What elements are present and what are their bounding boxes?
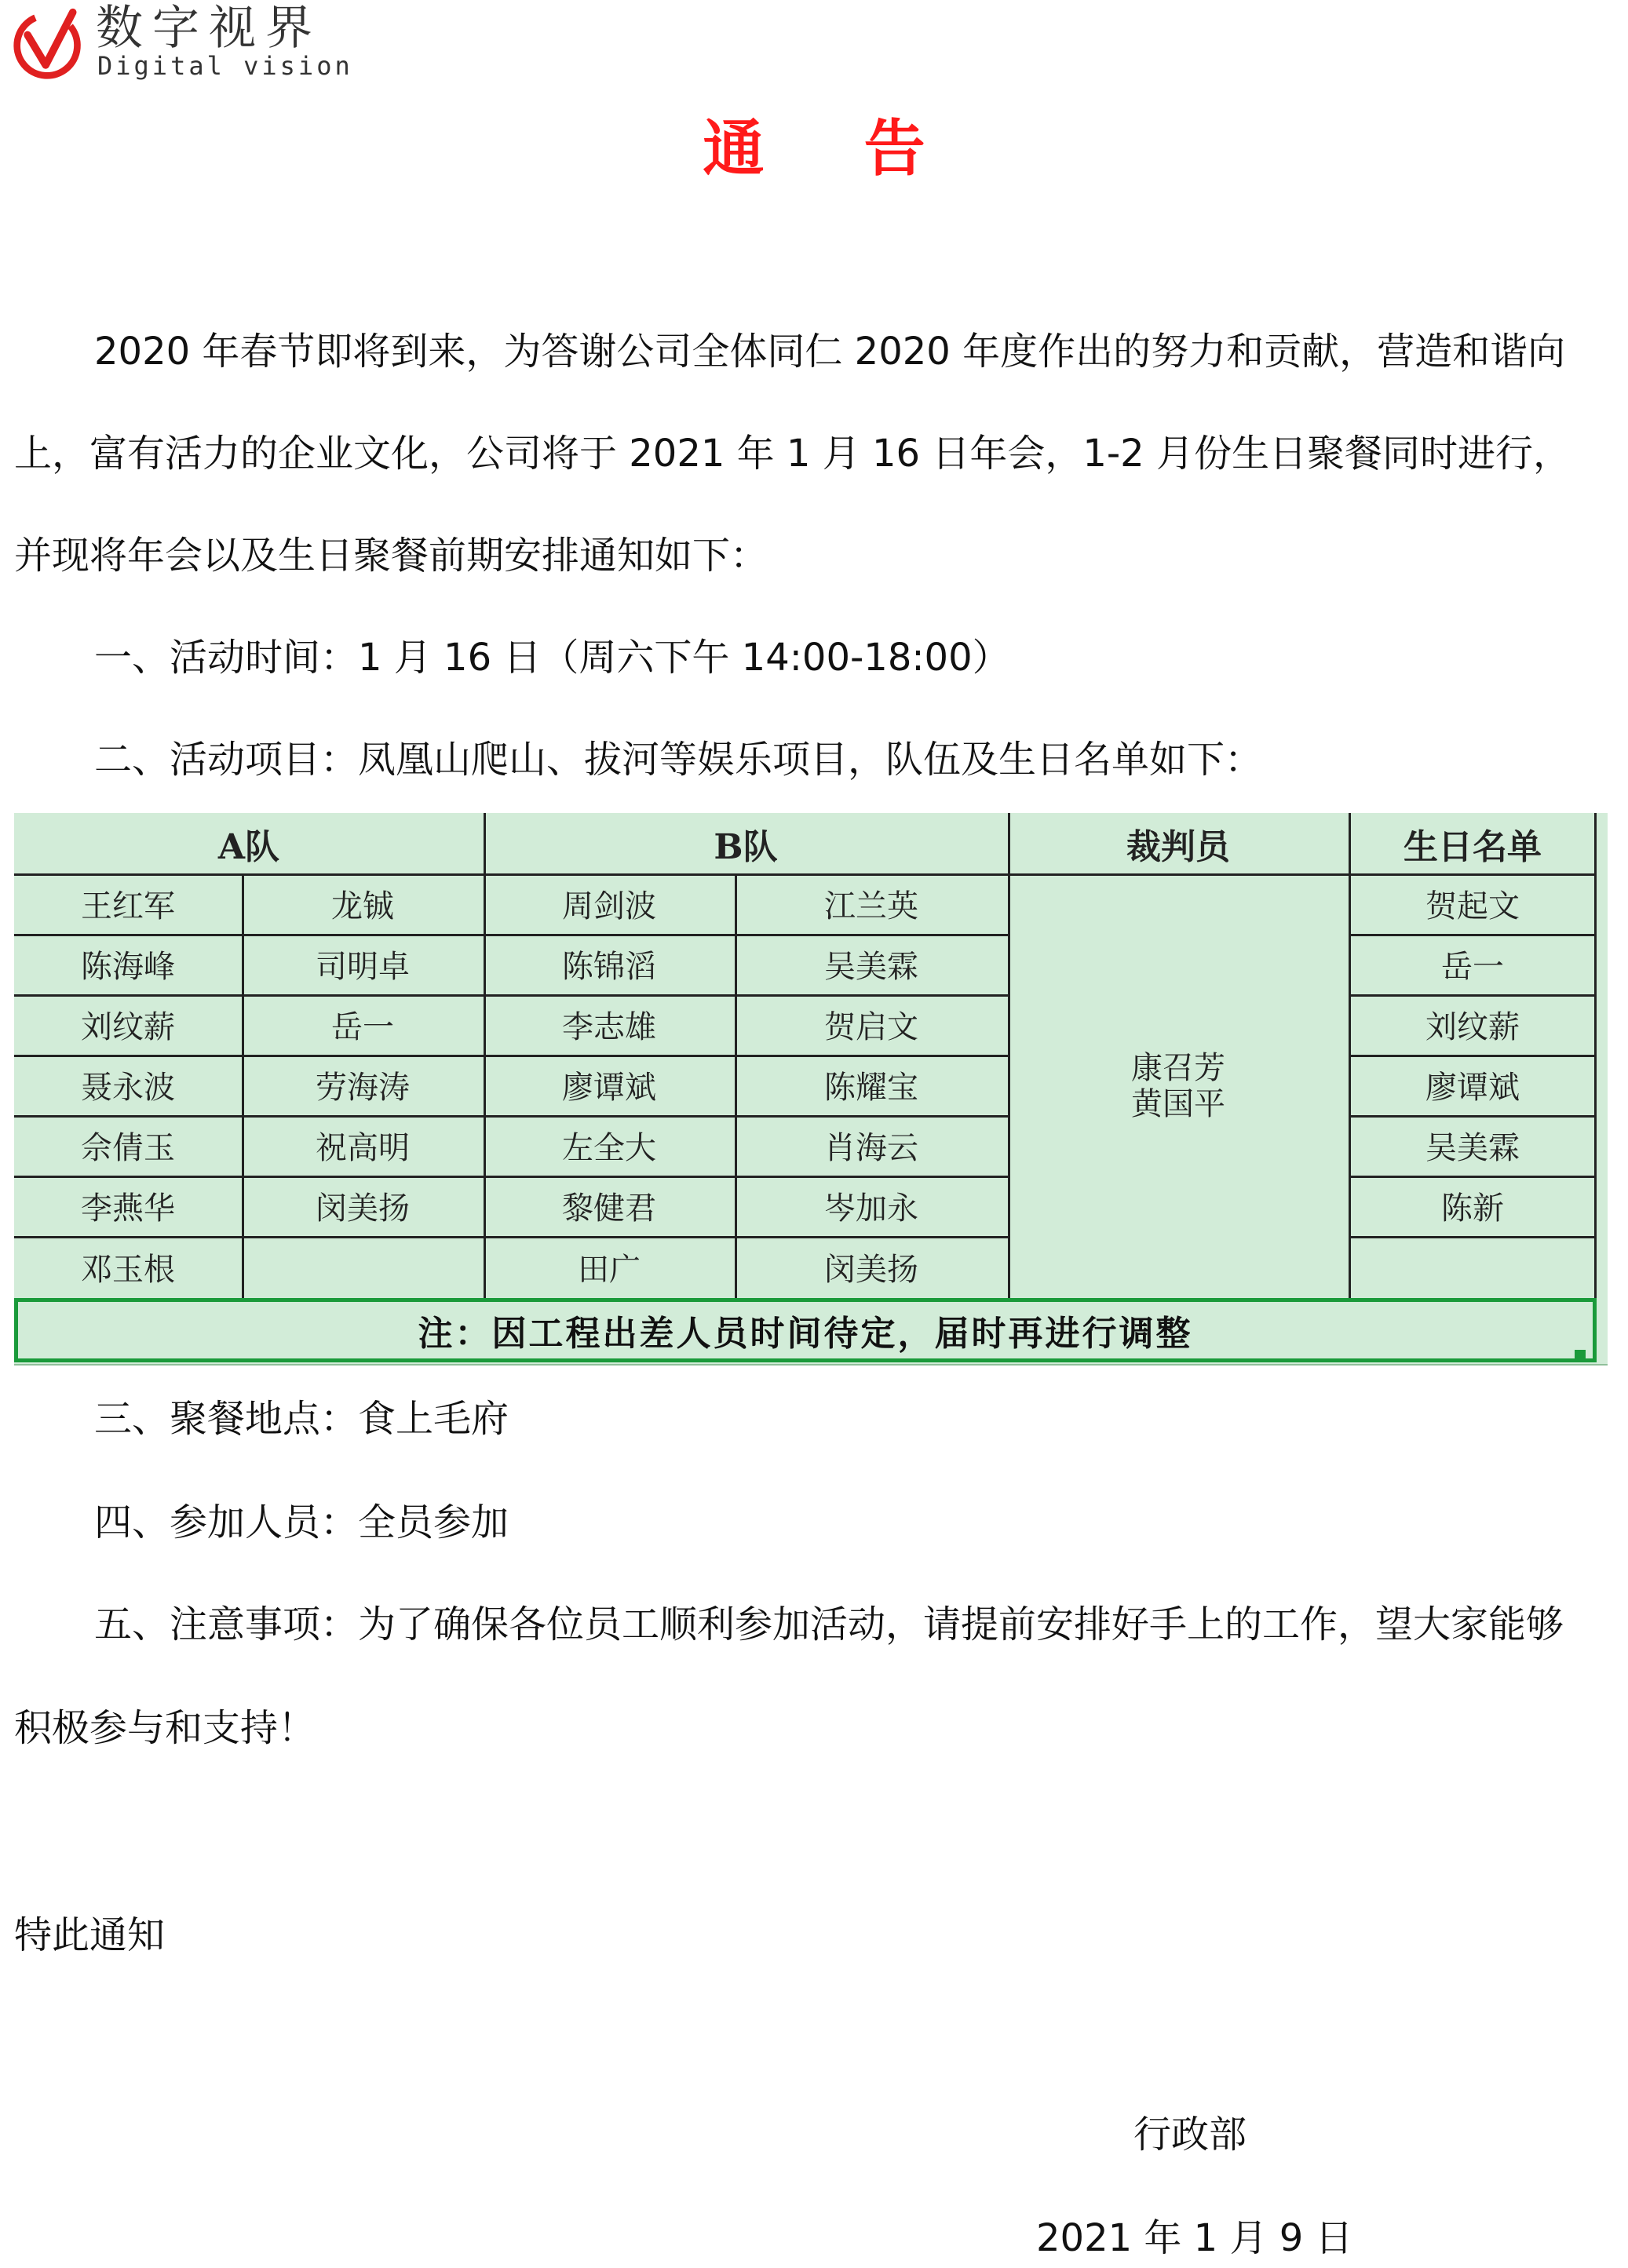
logo-chinese-text: 数字视界 <box>96 1 322 56</box>
cell-team-b-2: 陈耀宝 <box>824 1070 918 1106</box>
cell-birthday: 贺起文 <box>1425 888 1520 924</box>
cell-team-a-2: 劳海涛 <box>316 1070 410 1106</box>
intro-line-2: 上，富有活力的企业文化，公司将于 2021 年 1 月 16 日年会，1-2 月份生日聚餐同时进行， <box>14 432 1571 476</box>
intro-line-1: 2020 年春节即将到来，为答谢公司全体同仁 2020 年度作出的努力和贡献，营造和谐向 <box>94 330 1566 374</box>
cell-team-b-1: 李志雄 <box>562 1009 656 1045</box>
item-notes-line-2: 积极参与和支持！ <box>14 1706 316 1750</box>
cell-team-b-1: 陈锦滔 <box>562 949 656 985</box>
cell-team-b-2: 肖海云 <box>824 1130 918 1166</box>
cell-team-a-1: 佘倩玉 <box>81 1130 175 1166</box>
cell-team-b-2: 吴美霖 <box>824 949 918 985</box>
closing-text: 特此通知 <box>14 1913 166 1957</box>
cell-selection-handle <box>1575 1350 1586 1361</box>
cell-team-b-1: 左全大 <box>562 1130 656 1166</box>
cell-team-a-2: 司明卓 <box>316 949 410 985</box>
referee-name: 黄国平 <box>1131 1085 1225 1122</box>
cell-team-a-1: 李燕华 <box>81 1191 175 1227</box>
item-dinner-location: 三、聚餐地点：食上毛府 <box>94 1397 509 1441</box>
cell-team-a-1: 邓玉根 <box>81 1252 175 1288</box>
cell-birthday: 岳一 <box>1441 949 1504 985</box>
cell-referees <box>1008 873 1349 1298</box>
cell-team-a-1: 刘纹薪 <box>81 1009 175 1045</box>
cell-team-b-1: 廖谭斌 <box>562 1070 656 1106</box>
cell-birthday: 廖谭斌 <box>1425 1070 1520 1106</box>
cell-team-a-2: 岳一 <box>331 1009 394 1045</box>
header-referee: 裁判员 <box>1126 826 1230 867</box>
company-logo <box>11 1 353 81</box>
item-activity-program: 二、活动项目：凤凰山爬山、拔河等娱乐项目，队伍及生日名单如下： <box>94 738 1263 782</box>
intro-line-3: 并现将年会以及生日聚餐前期安排通知如下： <box>14 534 768 578</box>
cell-team-b-1: 周剑波 <box>562 888 656 924</box>
header-team-b: B队 <box>714 826 778 867</box>
signature-date: 2021 年 1 月 9 日 <box>1036 2216 1353 2260</box>
logo-mark-icon <box>11 6 86 82</box>
header-birthday: 生日名单 <box>1404 826 1542 867</box>
notice-title: 通 告 <box>703 114 965 184</box>
cell-team-a-1: 王红军 <box>81 888 175 924</box>
item-participants: 四、参加人员：全员参加 <box>94 1500 509 1544</box>
cell-team-b-2: 贺启文 <box>824 1009 918 1045</box>
cell-team-a-2: 祝高明 <box>316 1130 410 1166</box>
cell-team-b-1: 黎健君 <box>562 1191 656 1227</box>
item-activity-time: 一、活动时间：1 月 16 日（周六下午 14:00-18:00） <box>94 636 1010 680</box>
cell-team-b-2: 闵美扬 <box>824 1252 918 1288</box>
cell-team-b-1: 田广 <box>578 1252 641 1288</box>
cell-team-b-2: 岑加永 <box>824 1191 918 1227</box>
table-note: 注：因工程出差人员时间待定，届时再进行调整 <box>14 1298 1597 1362</box>
cell-birthday <box>1349 1236 1597 1298</box>
signature-department: 行政部 <box>1133 2113 1247 2157</box>
cell-team-a-2: 龙铖 <box>331 888 394 924</box>
cell-team-a-1: 聂永波 <box>81 1070 175 1106</box>
cell-birthday: 陈新 <box>1441 1191 1504 1227</box>
cell-team-a-1: 陈海峰 <box>81 949 175 985</box>
header-team-a: A队 <box>217 826 280 867</box>
cell-team-a-2 <box>242 1236 484 1298</box>
referee-name: 康召芳 <box>1131 1049 1225 1086</box>
logo-english-text: Digital vision <box>97 51 353 81</box>
cell-team-b-2: 江兰英 <box>824 888 918 924</box>
cell-birthday: 刘纹薪 <box>1425 1009 1520 1045</box>
cell-birthday: 吴美霖 <box>1425 1130 1520 1166</box>
item-notes-line-1: 五、注意事项：为了确保各位员工顺利参加活动，请提前安排好手上的工作，望大家能够 <box>94 1603 1564 1646</box>
team-table <box>14 813 1608 1366</box>
cell-team-a-2: 闵美扬 <box>316 1191 410 1227</box>
